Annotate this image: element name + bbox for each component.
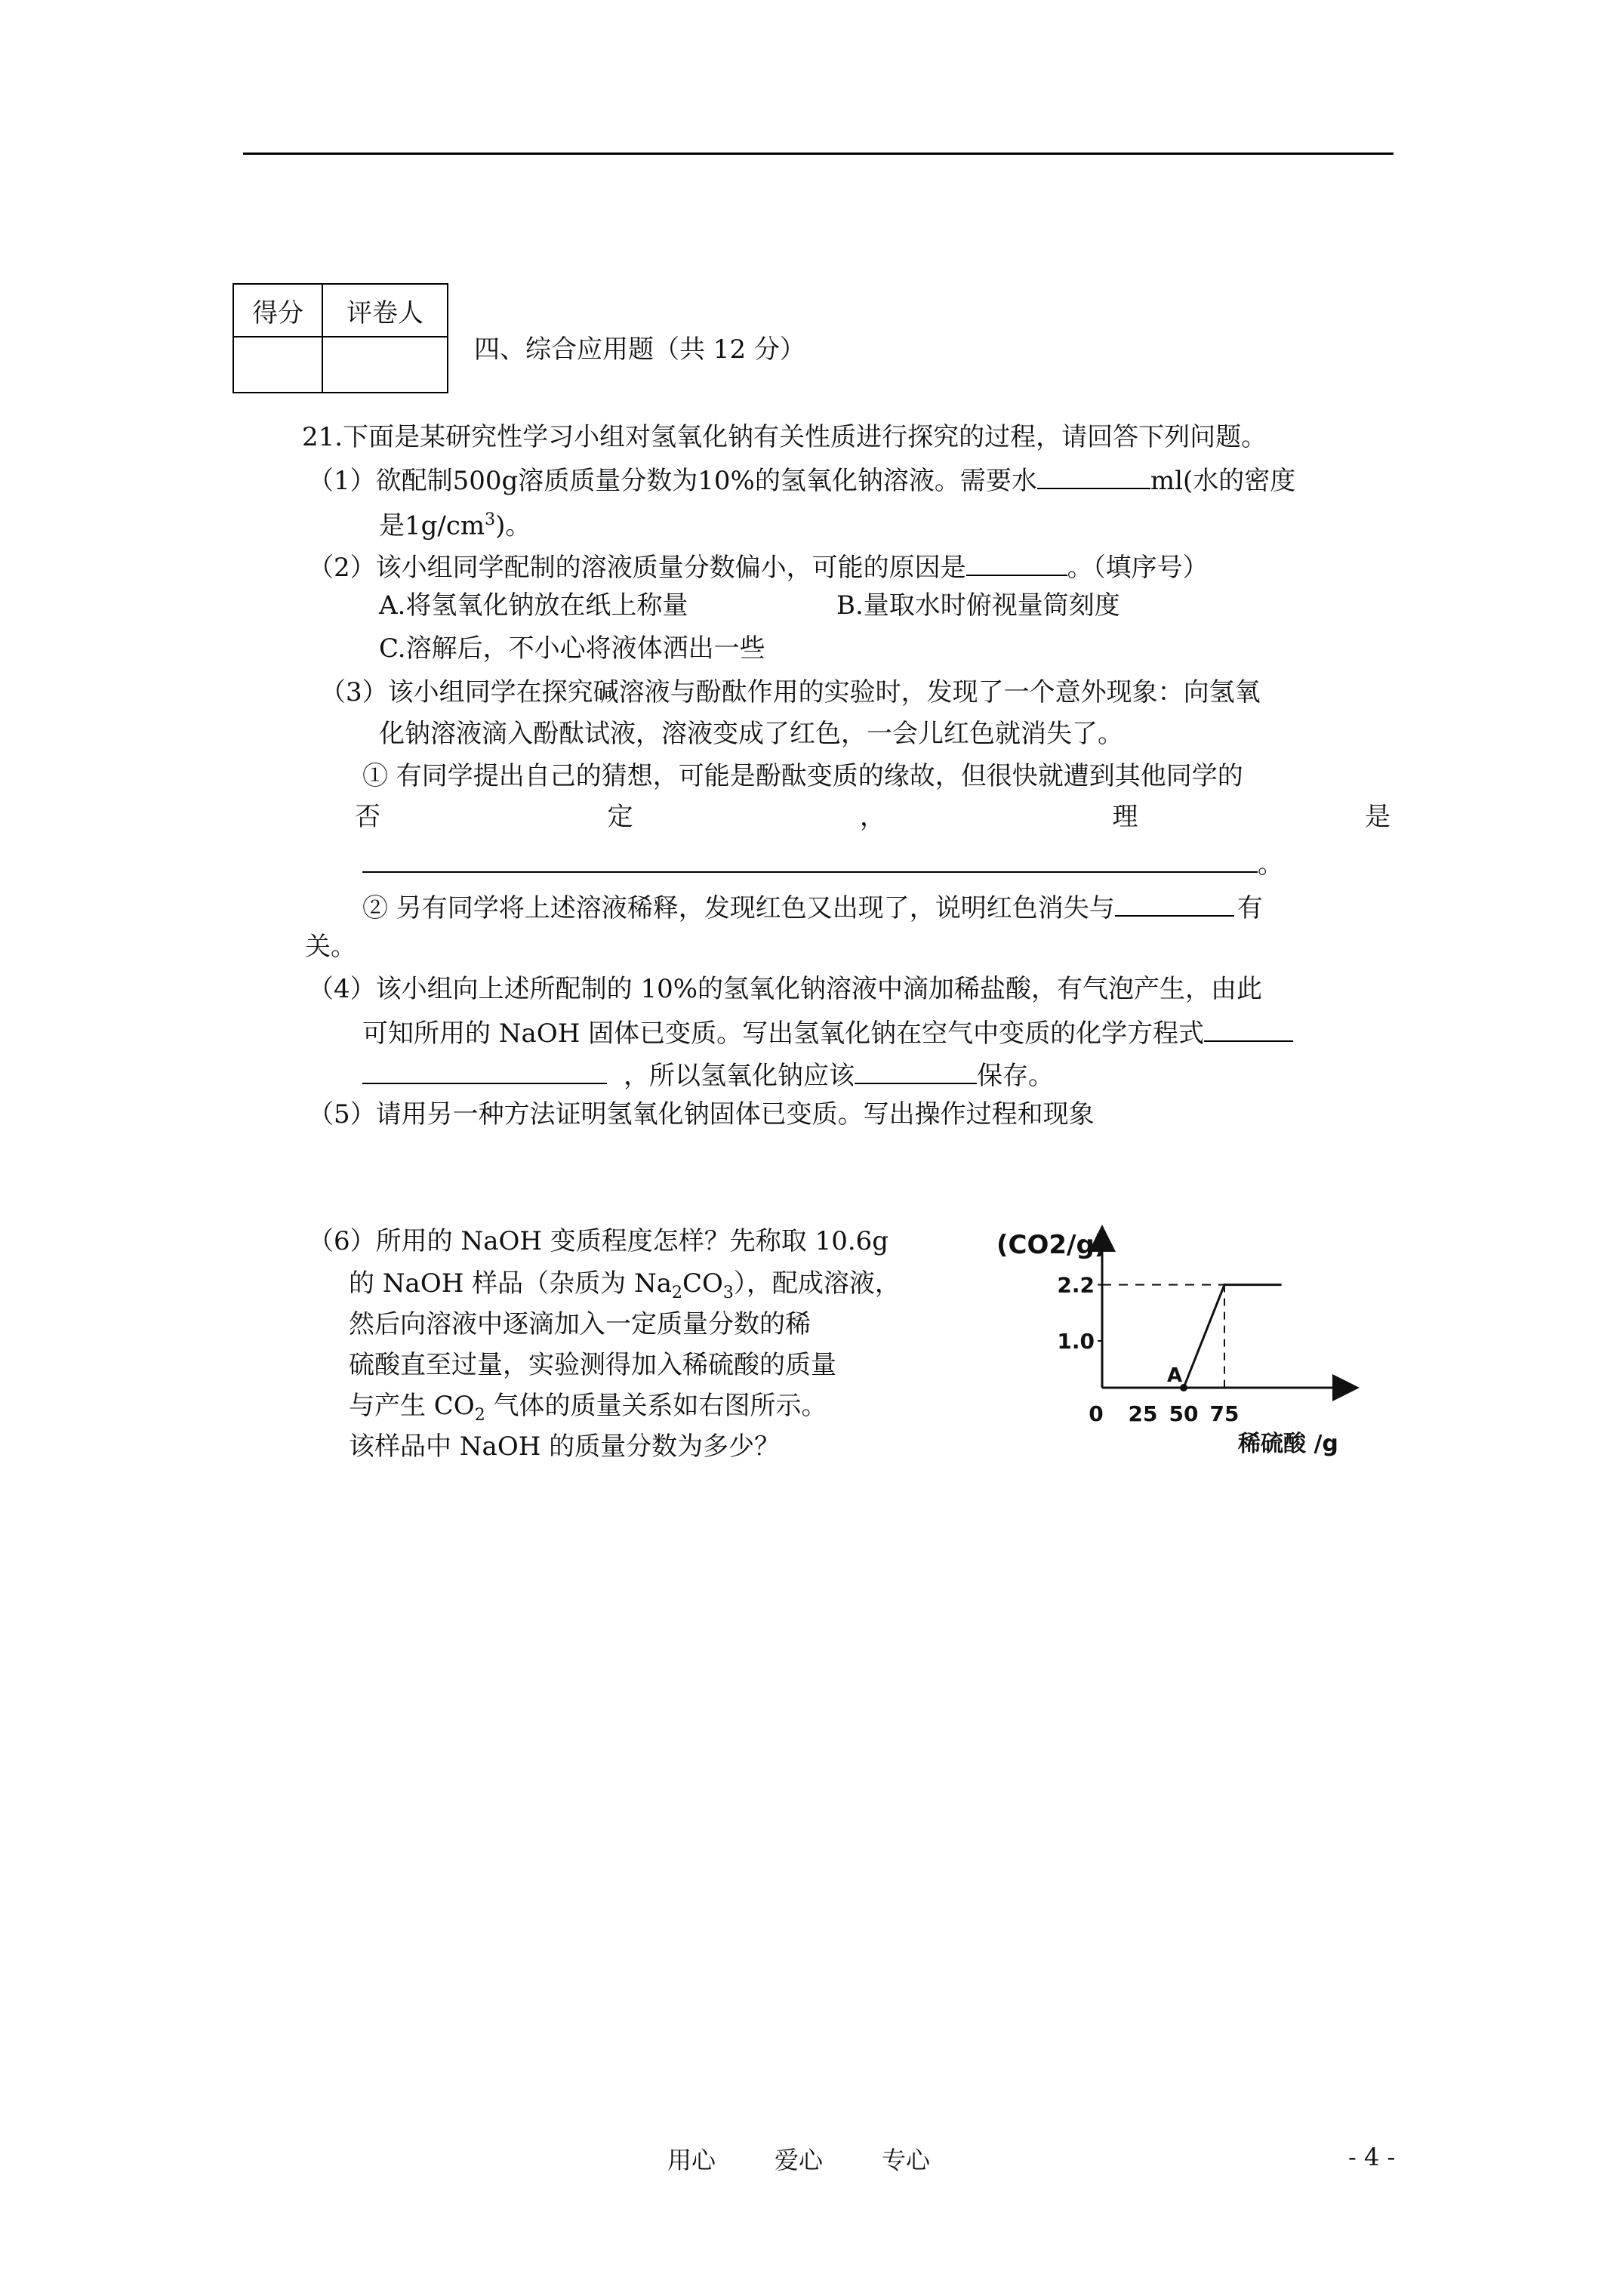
chart-xlabel: 稀硫酸 /g — [1238, 1431, 1338, 1457]
y-tick-label-1.0: 1.0 — [1057, 1329, 1095, 1354]
q21-part3-sub2-line2: 关。 — [305, 932, 356, 962]
y-tick-label-2.2: 2.2 — [1057, 1272, 1095, 1298]
co2-chart — [951, 1216, 1374, 1465]
q21-part3-sub1-line1: ① 有同学提出自己的猜想，可能是酚酞变质的缘故，但很快就遭到其他同学的 — [362, 761, 1243, 791]
x-tick-label-75: 75 — [1209, 1401, 1240, 1426]
series-line — [1184, 1285, 1282, 1388]
q21-part4-line2: 可知所用的 NaOH 固体已变质。写出氢氧化钠在空气中变质的化学方程式 — [362, 1015, 1293, 1049]
answer-blank-water[interactable] — [1037, 462, 1150, 489]
q21-part6-line6: 该样品中 NaOH 的质量分数为多少？ — [349, 1432, 781, 1462]
q21-part3-line1: （3）该小组同学在探究碱溶液与酚酞作用的实验时，发现了一个意外现象：向氢氧 — [320, 677, 1261, 707]
question-stem: 21.下面是某研究性学习小组对氢氧化钠有关性质进行探究的过程，请回答下列问题。 — [302, 422, 1267, 452]
answer-blank-equation-a[interactable] — [1204, 1015, 1293, 1042]
option-a: A.将氢氧化钠放在纸上称量 — [379, 590, 688, 621]
q21-part6-line3: 然后向溶液中逐滴加入一定质量分数的稀 — [349, 1309, 811, 1339]
score-header: 得分 — [233, 284, 322, 337]
q21-part1-line2: 是$1g/cm^3$)。 — [379, 510, 531, 541]
chart-ylabel: (CO2/g) — [996, 1230, 1107, 1260]
q21-part4-line1: （4）该小组向上述所配制的 10%的氢氧化钠溶液中滴加稀盐酸，有气泡产生，由此 — [308, 974, 1263, 1004]
q21-part4-line3: ，所以氢氧化钠应该 保存。 — [362, 1057, 1054, 1091]
answer-blank-reason-phenolphthalein[interactable] — [362, 846, 1258, 873]
q21-part1-line1: （1）欲配制500g溶质质量分数为10%的氢氧化钠溶液。需要水 ml(水的密度 — [308, 462, 1295, 496]
grader-cell — [322, 337, 448, 393]
q21-part3-sub1-spread: 否 定 ， 理 是 — [355, 802, 1390, 832]
x-tick-label-50: 50 — [1169, 1401, 1199, 1426]
q21-part2-line1: （2）该小组同学配制的溶液质量分数偏小，可能的原因是 。（填序号） — [308, 549, 1209, 583]
score-cell — [233, 337, 322, 393]
option-c: C.溶解后，不小心将液体洒出一些 — [379, 633, 765, 664]
x-tick-label-0: 0 — [1089, 1401, 1104, 1426]
footer-center: 用心 爱心 专心 — [667, 2146, 931, 2174]
q21-part3-sub1-answer-line: 。 — [362, 846, 1283, 880]
q21-part6-line1: （6）所用的 NaOH 变质程度怎样？先称取 10.6g — [308, 1226, 889, 1256]
q21-part3-line2: 化钠溶液滴入酚酞试液，溶液变成了红色，一会儿红色就消失了。 — [379, 719, 1123, 749]
option-b: B.量取水时俯视量筒刻度 — [836, 590, 1120, 621]
answer-blank-red-disappear[interactable] — [1115, 889, 1234, 917]
answer-blank-storage[interactable] — [855, 1057, 977, 1084]
score-table — [233, 283, 448, 393]
q21-part3-sub2-line1: ② 另有同学将上述溶液稀释，发现红色又出现了，说明红色消失与 有 — [362, 889, 1263, 923]
header-rule — [243, 153, 1394, 155]
page-number: - 4 - — [1348, 2143, 1396, 2171]
point-a-label: A — [1166, 1364, 1183, 1387]
q21-part6-line2: 的 NaOH 样品（杂质为 $Na_2CO_3$），配成溶液， — [349, 1268, 901, 1302]
q21-part6-line5: 与产生 $CO_2$ 气体的质量关系如右图所示。 — [349, 1391, 827, 1425]
answer-blank-equation-b[interactable] — [362, 1057, 607, 1084]
chart-plot-area — [1057, 1273, 1281, 1426]
answer-blank-reason[interactable] — [966, 549, 1067, 576]
x-tick-label-25: 25 — [1128, 1401, 1158, 1426]
section-title: 四、综合应用题（共 12 分） — [474, 334, 805, 365]
q21-part6-line4: 硫酸直至过量，实验测得加入稀硫酸的质量 — [349, 1350, 836, 1380]
q21-part5: （5）请用另一种方法证明氢氧化钠固体已变质。写出操作过程和现象 — [308, 1099, 1095, 1130]
grader-header: 评卷人 — [322, 284, 448, 337]
